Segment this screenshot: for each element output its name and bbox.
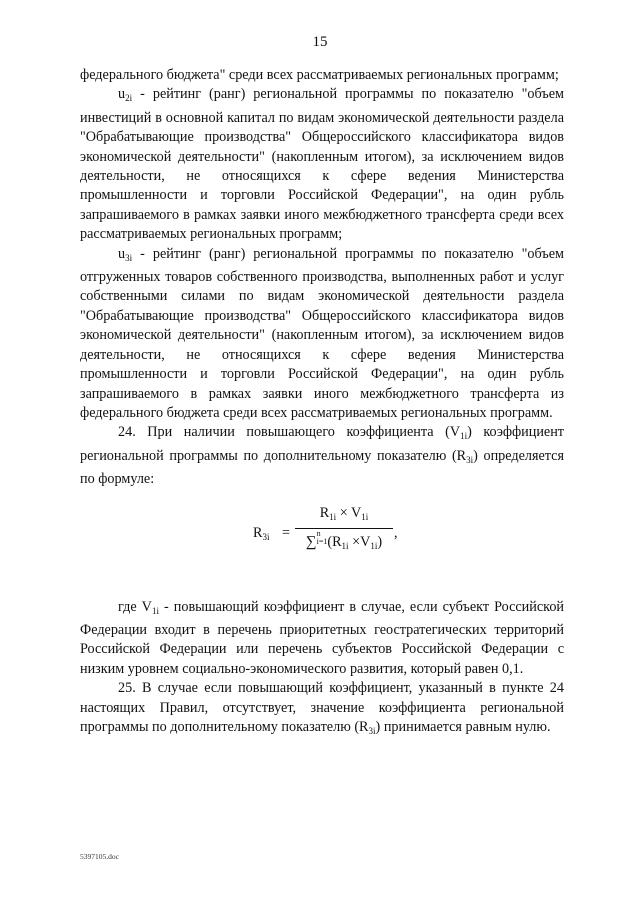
paragraph-text: где V: [118, 598, 152, 615]
paragraph-text: - рейтинг (ранг) региональной программы по показателю "объем инвестиций в основной капитал по видам экономической деятельности раздела "Обрабатывающие производства" Общероссийского классификатора видов экономической деятельности" (накопленным итогом), за исключением видов деятельности, не относящихся к сфере ведения Министерства промышленности и торговли Российской Федерации", на один рубль запрашиваемого в рамках заявки иного межбюджетного трансферта среди всех рассматриваемых региональных программ;: [80, 86, 564, 243]
formula-symbol: ×V: [348, 533, 371, 550]
symbol-u: u: [118, 86, 126, 103]
paragraph-text: - повышающий коэффициент в случае, если субъект Российской Федерации входит в перечень приоритетных геостратегических территорий Российской Федерации или перечень субъектов Российской Федерации с низким уровнем социально-экономического развития, который равен 0,1.: [80, 598, 565, 677]
formula-symbol: ): [377, 533, 383, 550]
paragraph-text: - рейтинг (ранг) региональной программы по показателю "объем отгруженных товаров собственного производства, выполненных работ и услуг собственными силами по видам экономической деятельности раздела "Обрабатывающие производства" Общероссийского классификатора видов экономической деятельности" (накопленным итогом), за исключением видов деятельности, не относящихся к сфере ведения Министерства промышленности и торговли Российской Федерации", на один рубль запрашиваемого в рамках заявки иного межбюджетного трансферта из федерального бюджета среди всех рассматриваемых региональных программ.: [80, 245, 564, 421]
formula-denominator: [295, 529, 393, 556]
paragraph-text: 24. При наличии повышающего коэффициента (V: [118, 424, 461, 441]
paragraph-text: ) принимается равным нулю.: [375, 718, 551, 735]
page-number: 15: [312, 34, 328, 50]
paragraph-continuation: федерального бюджета" среди всех рассматриваемых региональных программ;: [80, 67, 559, 83]
formula-symbol: (R: [327, 533, 342, 550]
document-footer: 5397105.doc: [80, 852, 119, 861]
paragraph-24: [80, 423, 564, 489]
formula-comma: ,: [394, 524, 398, 541]
sum-lower-limit: i=1: [316, 536, 328, 546]
paragraph-text: ) коэффициент региональной программы по дополнительному показателю (R: [80, 424, 564, 464]
paragraph-25: [80, 679, 564, 741]
symbol-subscript: 3i: [368, 725, 376, 736]
symbol-subscript: 3i: [466, 454, 474, 465]
sum-upper-limit: n: [316, 528, 321, 538]
paragraph-u3i: [80, 245, 564, 424]
paragraph-definition-v1i: [80, 598, 564, 680]
symbol-subscript: 1i: [370, 540, 378, 551]
symbol-subscript: 1i: [151, 605, 159, 616]
symbol-u: u: [118, 245, 126, 262]
paragraph-text: ) определяется по формуле:: [80, 447, 564, 488]
document-body: [80, 66, 564, 741]
formula-lhs: [253, 524, 269, 547]
symbol-subscript: 2i: [125, 93, 133, 104]
sum-sign: ∑: [305, 533, 317, 550]
formula-numerator: [295, 504, 393, 529]
symbol-subscript: 1i: [460, 431, 468, 442]
formula-symbol: × V: [336, 504, 362, 521]
formula-equals: =: [282, 524, 291, 541]
formula-symbol: R: [253, 524, 263, 541]
formula-symbol: R: [319, 504, 330, 521]
symbol-subscript: 1i: [361, 511, 369, 522]
symbol-subscript: 3i: [262, 531, 270, 542]
symbol-subscript: 1i: [329, 511, 337, 522]
symbol-subscript: 1i: [341, 540, 349, 551]
sum-limits: [317, 530, 328, 546]
symbol-subscript: 3i: [125, 252, 133, 263]
paragraph-text: 25. В случае если повышающий коэффициент, указанный в пункте 24 настоящих Правил, отсутствует, значение коэффициента региональной программы по дополнительному показателю (R: [80, 680, 564, 735]
formula-fraction: [295, 504, 393, 557]
formula: [80, 504, 564, 574]
paragraph-u2i: [80, 85, 564, 244]
